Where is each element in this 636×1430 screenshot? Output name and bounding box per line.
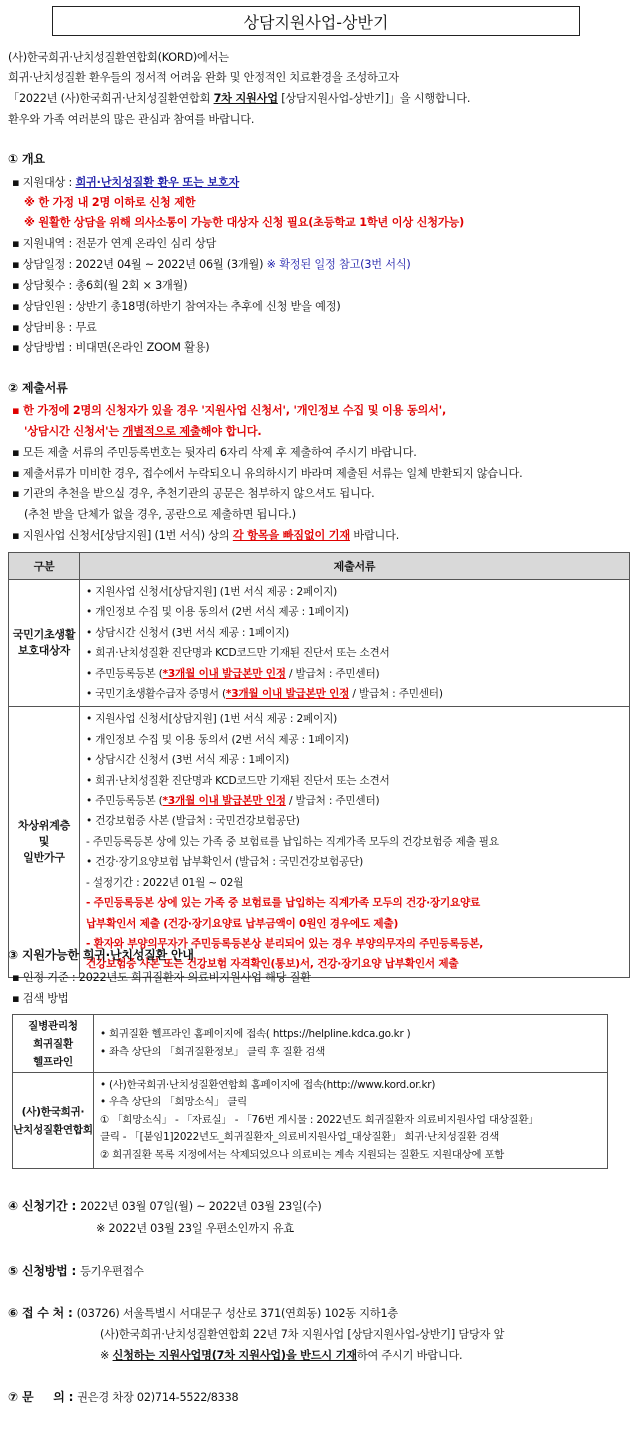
support-target: [12, 175, 239, 190]
list-item: • 지원사업 신청서[상담지원] (1번 서식 제공 : 2페이지): [86, 586, 338, 598]
list-item: - 주민등록등본 상에 있는 가족 중 보험료를 납입하는 직계가족 모두의 건강보험증 제출 필요: [86, 835, 499, 848]
note-limit: ※ 한 가정 내 2명 이하로 신청 제한: [24, 196, 196, 209]
search-method-bullet: ▪ 검색 방법: [12, 992, 69, 1005]
criteria-bullet: ▪ 인정 기준 : 2022년도 희귀질환자 의료비지원사업 해당 질환: [12, 971, 311, 984]
list-item: • 건강·장기요양보험 납부확인서 (발급처 : 국민건강보험공단): [86, 856, 364, 869]
list-item: • 지원사업 신청서[상담지원] (1번 서식 제공 : 2페이지): [86, 713, 338, 726]
item-text: • 주민등록등본 (: [86, 795, 163, 808]
required-docs-note-2c: 해야 합니다.: [200, 425, 262, 438]
reception-label: ⑥ 접 수 처 :: [8, 1306, 77, 1320]
category-kdca-helpline: [13, 1015, 94, 1073]
list-item: • 좌측 상단의 「희귀질환정보」 클릭 후 질환 검색: [100, 1045, 326, 1058]
inquiry: [8, 1390, 238, 1405]
docs-bullet-3b: (추천 받을 단체가 없을 경우, 공란으로 제출하면 됩니다.): [24, 508, 296, 521]
documents-cell: [80, 580, 630, 707]
category-text: 난치성질환연합회: [13, 1123, 93, 1136]
list-item: 건강보험증 사본 또는 건강보험 자격확인(통보)서, 건강·장기요양 납부확인서 제출: [86, 958, 459, 971]
item-text: • 국민기초생활수급자 증명서 (: [86, 688, 226, 701]
intro-line-4: 환우와 가족 여러분의 많은 관심과 참여를 바랍니다.: [8, 113, 255, 126]
list-item: - 환자와 부양의무자가 주민등록등본상 분리되어 있는 경우 부양의무자의 주민등록등본,: [86, 937, 484, 950]
reception-note-emphasis: 신청하는 지원사업명(7차 지원사업)을 반드시 기재: [112, 1349, 357, 1362]
item-text: / 발급처 : 주민센터): [285, 795, 380, 808]
list-item: • 희귀·난치성질환 진단명과 KCD코드만 기재된 진단서 또는 소견서: [86, 647, 390, 660]
inquiry-value: 권은경 차장 02)714-5522/8338: [77, 1391, 239, 1404]
docs-bullet-1: ▪ 모든 제출 서류의 주민등록번호는 뒷자리 6자리 삭제 후 제출하여 주시기 바랍니다.: [12, 446, 417, 459]
docs-bullet-4c: 바랍니다.: [349, 529, 400, 542]
application-period-value: 2022년 03월 07일(월) ~ 2022년 03월 23일(수): [80, 1200, 322, 1213]
counseling-schedule: [12, 257, 411, 272]
required-docs-individual: 개별적으로 제출: [122, 425, 201, 438]
support-content: ▪ 지원내역 : 전문가 연계 온라인 심리 상담: [12, 237, 217, 250]
required-docs-note-2: [24, 424, 261, 439]
intro-line-2: 희귀·난치성질환 환우들의 정서적 어려움 완화 및 안정적인 치료환경을 조성하고자: [8, 71, 399, 84]
support-target-label: ▪ 지원대상 :: [12, 176, 76, 189]
schedule-text: ▪ 상담일정 : 2022년 04월 ~ 2022년 06월 (3개월): [12, 258, 267, 271]
method-cell: [94, 1073, 608, 1169]
intro-line-3: [8, 91, 470, 106]
item-emphasis: *3개월 이내 발급본만 인정: [162, 795, 286, 808]
list-item: [86, 684, 629, 704]
item-emphasis: *3개월 이내 발급본만 인정: [225, 688, 350, 701]
application-period-note: ※ 2022년 03월 23일 우편소인까지 유효: [96, 1222, 294, 1235]
list-item: ① 「희망소식」 - 「자료실」 - 「76번 게시물 : 2022년도 희귀질환자 의료비지원사업 대상질환」: [100, 1113, 539, 1126]
counseling-people: ▪ 상담인원 : 상반기 총18명(하반기 참여자는 추후에 신청 받을 예정): [12, 300, 341, 313]
docs-bullet-2: ▪ 제출서류가 미비한 경우, 접수에서 누락되오니 유의하시기 바라며 제출된 서류는 일체 반환되지 않습니다.: [12, 467, 523, 480]
category-text: 질병관리청: [28, 1019, 78, 1032]
application-method-value: 등기우편접수: [80, 1265, 144, 1278]
intro-line-3-a: 「2022년 (사)한국희귀·난치성질환연합회: [8, 92, 214, 105]
list-item: - 주민등록등본 상에 있는 가족 중 보험료를 납입하는 직계가족 모두의 건강·장기요양료: [86, 897, 481, 910]
reception-note-c: 하여 주시기 바랍니다.: [356, 1349, 463, 1362]
counseling-count: ▪ 상담횟수 : 총6회(월 2회 × 3개월): [12, 279, 188, 292]
category-text: 국민기초생활: [12, 628, 76, 642]
list-item: 클릭 - 「[붙임1]2022년도_희귀질환자_의료비지원사업_대상질환」 희귀·난치성질환 검색: [100, 1131, 500, 1144]
category-text: 희귀질환: [33, 1037, 73, 1050]
docs-bullet-4a: ▪ 지원사업 신청서[상담지원] (1번 서식) 상의: [12, 529, 233, 542]
list-item: • 상담시간 신청서 (3번 서식 제공 : 1페이지): [86, 754, 290, 767]
note-communication: ※ 원활한 상담을 위해 의사소통이 가능한 대상자 신청 필요(초등학교 1학년 이상 신청가능): [24, 216, 464, 229]
section-3-heading: ③ 지원가능한 희귀·난치성질환 안내: [8, 948, 194, 962]
reception-value: (03726) 서울특별시 서대문구 성산로 371(연희동) 102동 지하1층: [76, 1307, 398, 1320]
table-row: [9, 580, 630, 707]
documents-cell: [80, 707, 630, 977]
item-text: / 발급처 : 주민센터): [285, 667, 380, 680]
list-item: • (사)한국희귀·난치성질환연합회 홈페이지에 접속(http://www.kord.or.kr): [100, 1078, 436, 1091]
list-item: • 희귀·난치성질환 진단명과 KCD코드만 기재된 진단서 또는 소견서: [86, 774, 390, 787]
section-2-heading: ② 제출서류: [8, 381, 68, 395]
reception-note-a: ※: [100, 1349, 113, 1362]
required-docs-note-2a: '상담시간 신청서'는: [24, 425, 123, 438]
intro-line-3-c: [상담지원사업-상반기]」을 시행합니다.: [277, 92, 471, 105]
reception-recipient: (사)한국희귀·난치성질환연합회 22년 7차 지원사업 [상담지원사업-상반기] 담당자 앞: [100, 1328, 505, 1341]
list-item: • 건강보험증 사본 (발급처 : 국민건강보험공단): [86, 815, 300, 828]
list-item: • 희귀질환 헬프라인 홈페이지에 접속( https://helpline.kdca.go.kr ): [100, 1027, 411, 1040]
inquiry-label: ⑦ 문 의 :: [8, 1390, 78, 1404]
intro-program-name: 7차 지원사업: [213, 92, 278, 105]
counseling-cost: ▪ 상담비용 : 무료: [12, 321, 97, 334]
schedule-note: ※ 확정된 일정 참고(3번 서식): [266, 258, 411, 271]
item-emphasis: *3개월 이내 발급본만 인정: [162, 667, 286, 680]
support-target-value: 희귀·난치성질환 환우 또는 보호자: [75, 176, 240, 189]
docs-bullet-3: ▪ 기관의 추천을 받으실 경우, 추천기관의 공문은 첨부하지 않으셔도 됩니다.: [12, 487, 375, 500]
application-method-label: ⑤ 신청방법 :: [8, 1264, 81, 1278]
reception-address: [8, 1306, 398, 1321]
list-item: [86, 791, 629, 811]
category-text: 일반가구: [23, 851, 65, 865]
list-item: • 개인정보 수집 및 이용 동의서 (2번 서식 제공 : 1페이지): [86, 606, 349, 619]
application-method: [8, 1264, 144, 1279]
category-text: 및: [38, 835, 50, 849]
list-item: ② 희귀질환 목록 지정에서는 삭제되었으나 의료비는 계속 지원되는 질환도 지원대상에 포함: [100, 1148, 505, 1161]
docs-bullet-4-emphasis: 각 항목을 빠짐없이 기재: [232, 529, 350, 542]
counseling-method: ▪ 상담방법 : 비대면(온라인 ZOOM 활용): [12, 341, 210, 354]
category-kord: [13, 1073, 94, 1169]
section-1-heading: ① 개요: [8, 152, 45, 166]
list-item: [86, 664, 629, 684]
table-row: [13, 1015, 608, 1073]
docs-bullet-4: [12, 528, 399, 543]
required-documents-table: [8, 552, 630, 978]
item-text: / 발급처 : 주민센터): [349, 688, 443, 701]
search-method-table: [12, 1014, 608, 1169]
list-item: • 우측 상단의 「희망소식」 클릭: [100, 1096, 247, 1109]
application-period-label: ④ 신청기간 :: [8, 1199, 81, 1213]
method-cell: [94, 1015, 608, 1073]
table-header-row: [9, 553, 630, 580]
category-text: (사)한국희귀·: [21, 1105, 85, 1118]
header-category: 구분: [9, 553, 80, 580]
list-item: 납부확인서 제출 (건강·장기요양료 납부금액이 0원인 경우에도 제출): [86, 917, 399, 930]
category-text: 차상위계층: [17, 819, 71, 833]
list-item: - 설정기간 : 2022년 01월 ~ 02월: [86, 876, 244, 889]
category-near-poverty: [9, 707, 80, 977]
required-docs-note-1: ▪ 한 가정에 2명의 신청자가 있을 경우 '지원사업 신청서', '개인정보 수집 및 이용 동의서',: [12, 404, 447, 417]
item-text: • 주민등록등본 (: [86, 667, 163, 680]
category-text: 보호대상자: [17, 644, 71, 658]
table-row: [9, 707, 630, 977]
intro-line-1: (사)한국희귀·난치성질환연합회(KORD)에서는: [8, 51, 229, 64]
header-documents: 제출서류: [80, 553, 630, 580]
list-item: • 개인정보 수집 및 이용 동의서 (2번 서식 제공 : 1페이지): [86, 733, 349, 746]
category-basic-livelihood: [9, 580, 80, 707]
page-title: 상담지원사업-상반기: [52, 6, 580, 36]
category-text: 헬프라인: [33, 1055, 73, 1068]
reception-note: [100, 1348, 462, 1363]
list-item: • 상담시간 신청서 (3번 서식 제공 : 1페이지): [86, 626, 290, 639]
table-row: [13, 1073, 608, 1169]
application-period: [8, 1199, 322, 1214]
